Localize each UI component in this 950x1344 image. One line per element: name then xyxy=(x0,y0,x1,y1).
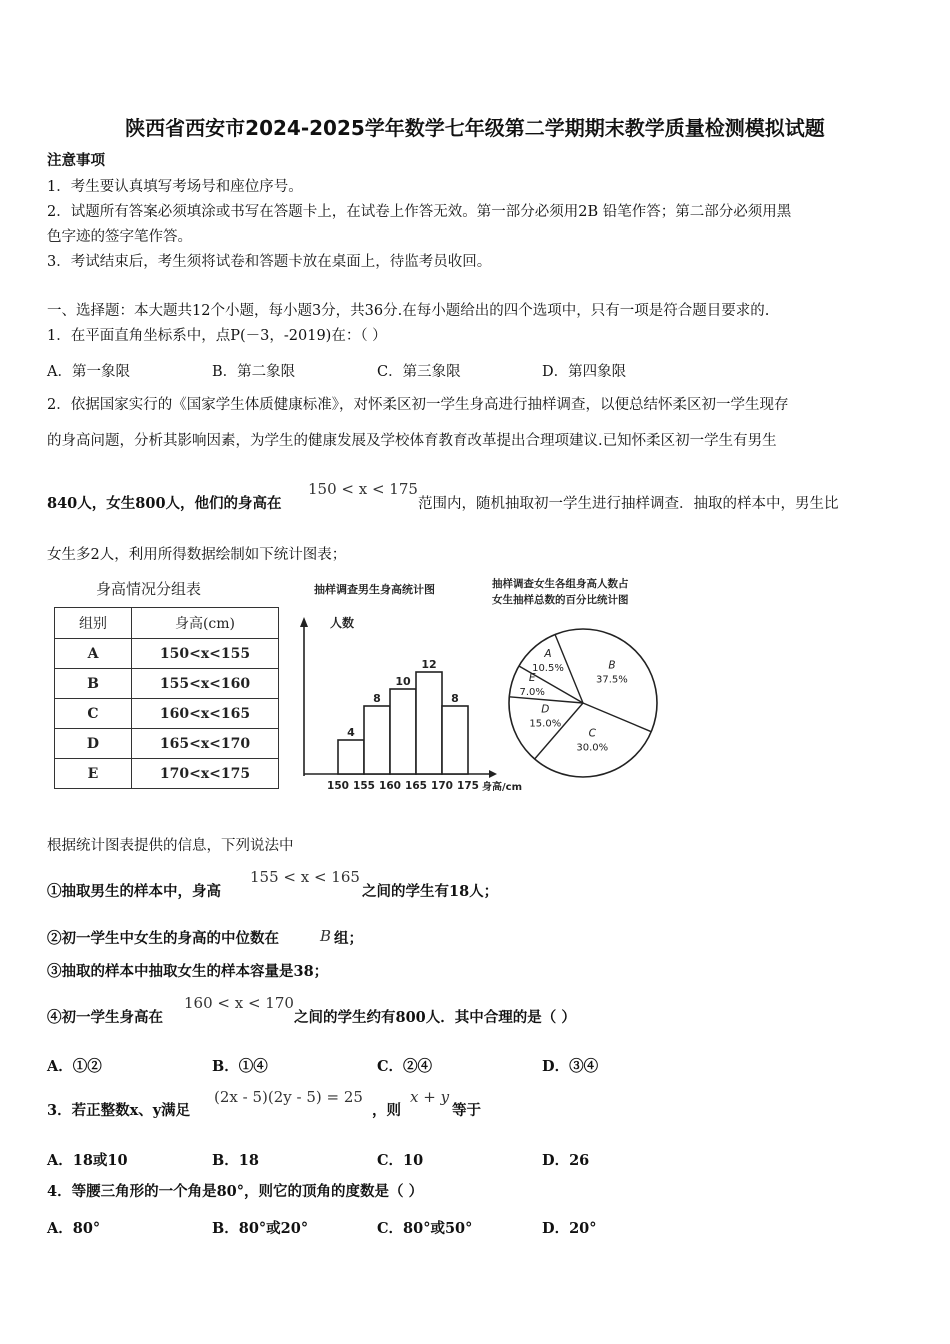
question-4-stem: 4．等腰三角形的一个角是80°，则它的顶角的度数是（ ） xyxy=(47,1183,424,1200)
table-title: 身高情况分组表 xyxy=(96,580,202,598)
bar-value-label: 10 xyxy=(395,675,411,688)
slice-label: A xyxy=(544,647,552,660)
option-a: A．18或10 xyxy=(47,1152,128,1169)
option-c: C．第三象限 xyxy=(377,364,461,380)
page-title: 陕西省西安市2024-2025学年数学七年级第二学期期末教学质量检测模拟试题 xyxy=(125,116,825,140)
bar-value-label: 8 xyxy=(451,692,459,705)
bar-value-label: 4 xyxy=(347,726,355,739)
option-b: B．①④ xyxy=(212,1058,268,1075)
table-header-row xyxy=(55,608,279,639)
table-row xyxy=(55,699,279,729)
slice-percent: 10.5% xyxy=(532,662,564,674)
question-3-text: 等于 xyxy=(452,1102,481,1119)
table-cell: A xyxy=(55,639,132,669)
question-2-intro: 根据统计图表提供的信息，下列说法中 xyxy=(47,838,294,854)
question-2-line xyxy=(47,494,282,514)
table-cell: B xyxy=(55,669,132,699)
slice-label: D xyxy=(541,703,550,716)
sum-expression: x + y xyxy=(410,1088,450,1106)
option-c: C．80°或50° xyxy=(377,1220,473,1237)
question-3-math: (2x - 5)(2y - 5) = 25 xyxy=(214,1088,363,1106)
option-c: C．②④ xyxy=(377,1058,433,1075)
statement-1: ①抽取男生的样本中，身高 xyxy=(47,883,221,900)
slice-percent: 7.0% xyxy=(519,687,545,699)
table-cell: 165<x<170 xyxy=(132,729,279,759)
chart-title: 女生抽样总数的百分比统计图 xyxy=(492,594,629,606)
question-2-line: 的身高问题，分析其影响因素，为学生的健康发展及学校体育教育改革提出合理项建议.已知怀柔区初一学生有男生 xyxy=(47,433,777,449)
statement-3: ③抽取的样本中抽取女生的样本容量是38； xyxy=(47,963,329,980)
option-a: A．第一象限 xyxy=(47,364,130,380)
girls-height-pie-chart xyxy=(488,575,678,795)
option-b: B．第二象限 xyxy=(212,364,296,380)
chart-title: 抽样调查女生各组身高人数占 xyxy=(492,578,629,590)
statement-1-math: 155 < x < 165 xyxy=(250,868,360,886)
statement-4: ④初一学生身高在 xyxy=(47,1009,163,1026)
slice-label: C xyxy=(588,727,596,740)
statement-2: ②初一学生中女生的身高的中位数在 xyxy=(47,930,279,947)
statistics-figure xyxy=(48,575,678,795)
x-tick-label: 160 xyxy=(379,780,401,792)
notice-item: 1．考生要认真填写考场号和座位序号。 xyxy=(47,179,303,195)
x-tick-label: 150 xyxy=(327,780,349,792)
x-tick-label: 155 xyxy=(353,780,375,792)
option-d: D．26 xyxy=(542,1152,590,1169)
option-d: D．20° xyxy=(542,1220,597,1237)
option-d: D．③④ xyxy=(542,1058,599,1075)
group-letter: B xyxy=(320,927,332,945)
table-row xyxy=(55,759,279,789)
question-3-math-2 xyxy=(410,1088,449,1106)
statement-2-text: 组； xyxy=(334,930,363,947)
question-1-stem: 1．在平面直角坐标系中，点P(－3，-2019)在：（ ） xyxy=(47,328,387,344)
question-2-line xyxy=(47,545,906,565)
bar-value-label: 8 xyxy=(373,692,381,705)
notice-item: 2．试题所有答案必须填涂或书写在答题卡上，在试卷上作答无效。第一部分必须用2B 铅笔作答；第二部分必须用黑 xyxy=(47,204,792,220)
table-cell: 170<x<175 xyxy=(132,759,279,789)
table-cell: D xyxy=(55,729,132,759)
notice-heading: 注意事项 xyxy=(47,152,105,169)
table-header-cell: 组别 xyxy=(55,608,132,639)
option-a: A．①② xyxy=(47,1058,102,1075)
table-row xyxy=(55,639,279,669)
statement-1-text: 之间的学生有18人； xyxy=(362,883,499,900)
slice-label: B xyxy=(608,659,616,672)
option-b: B．18 xyxy=(212,1152,259,1169)
question-2-line: 2．依据国家实行的《国家学生体质健康标准》，对怀柔区初一学生身高进行抽样调查，以便总结怀柔区初一学生现存 xyxy=(47,397,789,413)
table-cell: 150<x<155 xyxy=(132,639,279,669)
option-c: C．10 xyxy=(377,1152,424,1169)
statement-4-text: 之间的学生约有800人．其中合理的是（ ） xyxy=(294,1009,576,1026)
y-axis-arrow xyxy=(300,617,308,627)
bar xyxy=(338,740,364,774)
option-a: A．80° xyxy=(47,1220,101,1237)
slice-label: E xyxy=(528,672,536,685)
height-group-table xyxy=(54,607,279,789)
x-tick-label: 170 xyxy=(431,780,453,792)
table-header-cell: 身高(cm) xyxy=(132,608,279,639)
statement-4-math: 160 < x < 170 xyxy=(184,994,294,1012)
question-2-text: 女生多2人，利用所得数据绘制如下统计图表； xyxy=(47,547,347,563)
x-tick-label: 175 xyxy=(457,780,479,792)
bar xyxy=(416,672,442,774)
bar-value-label: 12 xyxy=(421,658,437,671)
x-axis-label: 身高/cm xyxy=(482,782,522,793)
section-heading: 一、选择题：本大题共12个小题，每小题3分，共36分.在每小题给出的四个选项中，只有一项是符合题目要求的. xyxy=(47,303,770,319)
table-cell: E xyxy=(55,759,132,789)
question-3-text: ，则 xyxy=(372,1102,401,1119)
question-3-stem: 3．若正整数x、y满足 xyxy=(47,1102,191,1119)
slice-percent: 30.0% xyxy=(576,742,609,754)
table-cell: 160<x<165 xyxy=(132,699,279,729)
option-b: B．80°或20° xyxy=(212,1220,309,1237)
chart-title: 抽样调查男生身高统计图 xyxy=(314,583,435,596)
bar xyxy=(390,689,416,774)
table-cell: C xyxy=(55,699,132,729)
notice-item: 3．考试结束后，考生须将试卷和答题卡放在桌面上，待监考员收回。 xyxy=(47,254,492,270)
table-row xyxy=(55,729,279,759)
slice-percent: 37.5% xyxy=(596,674,628,686)
bar xyxy=(364,706,390,774)
statement-2-math xyxy=(320,927,331,945)
bar xyxy=(442,706,468,774)
slice-percent: 15.0% xyxy=(529,718,562,730)
height-range-math: 150 < x < 175 xyxy=(308,480,418,498)
table-row xyxy=(55,669,279,699)
y-axis-label: 人数 xyxy=(330,616,355,630)
x-tick-label: 165 xyxy=(405,780,427,792)
notice-item: 色字迹的签字笔作答。 xyxy=(47,229,192,245)
table-cell: 155<x<160 xyxy=(132,669,279,699)
question-2-text: 840人，女生800人，他们的身高在 xyxy=(47,495,282,512)
question-2-text: 范围内，随机抽取初一学生进行抽样调查．抽取的样本中，男生比 xyxy=(418,496,839,512)
option-d: D．第四象限 xyxy=(542,364,627,380)
